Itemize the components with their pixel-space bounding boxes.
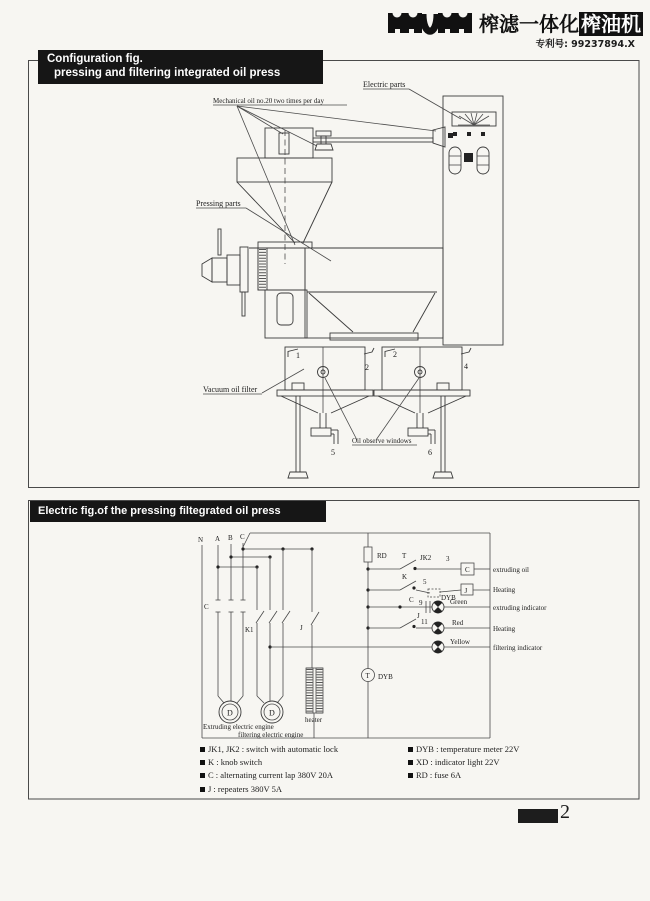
filter-tank-right-drawing (374, 347, 471, 478)
filter-tank-left-drawing (277, 347, 374, 478)
main-contactor (204, 600, 246, 703)
row2-switch-label: K (402, 573, 408, 581)
fuse-temp-line (362, 533, 394, 738)
patent-number: 专利号: 99237894.X (535, 39, 635, 50)
legend-item (408, 756, 623, 769)
motor1-letter: D (227, 708, 233, 718)
legend-item-text: C : alternating current lap 380V 20A (208, 770, 333, 781)
legend-item-text: K : knob switch (208, 757, 263, 768)
legend-item (200, 756, 415, 769)
heater-branch (300, 549, 323, 738)
row4-aux-label: J (417, 612, 420, 620)
electric-figure (28, 500, 640, 800)
heater-label: heater (305, 716, 323, 724)
fuse-label: RD (377, 552, 387, 560)
legend-item (200, 783, 415, 796)
machine-body-drawing (249, 248, 443, 340)
legend-bullet-icon (408, 747, 413, 752)
row4-wire-number: 11 (421, 618, 428, 626)
legend-item-text: JK1, JK2 : switch with automatic lock (208, 744, 339, 754)
legend-item-text: XD : indicator light 22V (416, 757, 500, 768)
part-number-1: 1 (296, 351, 300, 360)
electric-parts-label: Electric parts (363, 80, 406, 89)
motor1-label: Extruding electric engine (203, 723, 274, 731)
display-sunburst-icon (458, 113, 490, 125)
row3-aux-label: C (409, 596, 414, 604)
legend-right-column (408, 743, 623, 783)
temp-meter-label: DYB (378, 673, 393, 681)
row3-wire-number: 9 (419, 599, 423, 607)
part-number-3: 2 (393, 350, 397, 359)
pressing-parts-label: Pressing parts (196, 199, 241, 208)
control-rows (270, 552, 547, 653)
legend-left-column (200, 743, 415, 796)
mechanical-oil-label: Mechanical oil no.20 two times per day (213, 97, 324, 105)
j-contact-label: J (300, 624, 303, 632)
motor2-letter: D (269, 708, 275, 718)
temp-meter-symbol: T (365, 672, 370, 680)
phase-a-label: A (215, 535, 221, 543)
row3-color-label: Green (450, 598, 468, 606)
row2-wire-number: 5 (423, 578, 427, 586)
part-number-6: 6 (428, 448, 432, 457)
row5-color-label: Yellow (450, 638, 470, 646)
row1-box-label: C (465, 566, 470, 574)
page-number: 2 (560, 801, 570, 823)
phase-c-label: C (240, 533, 245, 541)
legend-bullet-icon (200, 787, 205, 792)
row1-output-label: extruding oil (493, 566, 529, 574)
row2-box-label: J (464, 587, 468, 595)
motor2-label: filtering electric engine (238, 731, 304, 739)
legend-item (408, 769, 623, 782)
legend-bullet-icon (200, 760, 205, 765)
fig1-title-line1: Configuration fig. (47, 53, 143, 65)
row1-switch-label: T (402, 552, 407, 560)
k1-label: K1 (245, 626, 254, 634)
row2-output-label: Heating (493, 586, 516, 594)
phase-n-label: N (198, 536, 204, 544)
fig1-title-line2: pressing and filtering integrated oil press (54, 66, 281, 79)
hopper-drawing (237, 158, 332, 248)
legend-item (408, 743, 623, 756)
fig1-callouts (196, 80, 468, 457)
row1-device-label: JK2 (420, 554, 432, 562)
row4-color-label: Red (452, 619, 464, 627)
phase-b-label: B (228, 534, 233, 542)
oil-press-diagram (28, 60, 640, 488)
footer-bar (518, 809, 558, 823)
fig2-title-bar: Electric fig.of the pressing filtegrated oil press (30, 501, 326, 522)
fig1-title-bar (38, 50, 323, 84)
brand-title-highlight: 榨油机 (581, 12, 641, 36)
legend-bullet-icon (200, 773, 205, 778)
feeder-drawing (265, 127, 453, 264)
legend-item (200, 743, 415, 756)
legend-item-text: RD : fuse 6A (416, 770, 462, 781)
part-number-2: 2 (365, 363, 369, 372)
brand-title (479, 8, 643, 37)
legend-bullet-icon (408, 773, 413, 778)
part-number-5: 5 (331, 448, 335, 457)
oil-observe-windows-label: Oil observe windows (352, 437, 412, 445)
part-number-4: 4 (464, 362, 468, 371)
legend-bullet-icon (200, 747, 205, 752)
motors (203, 701, 303, 739)
row2-meter-label: DYB (441, 594, 456, 602)
legend-bullet-icon (408, 760, 413, 765)
main-contactor-label: C (204, 603, 209, 611)
brand-title-text: 榨滤一体化 (479, 12, 579, 36)
row3-output-label: extruding indicator (493, 604, 547, 612)
legend-item-text: DYB : temperature meter 22V (416, 744, 520, 754)
power-buses (198, 533, 490, 738)
row4-output-label: Heating (493, 625, 516, 633)
brand-logo-icon (386, 5, 478, 39)
legend-item (200, 769, 415, 782)
legend-item-text: J : repeaters 380V 5A (208, 783, 282, 794)
row1-wire-number: 3 (446, 555, 450, 563)
vacuum-oil-filter-label: Vacuum oil filter (203, 385, 258, 394)
configuration-figure (28, 53, 640, 488)
k1-contactor (245, 549, 290, 703)
row5-output-label: filtering indicator (493, 644, 543, 652)
